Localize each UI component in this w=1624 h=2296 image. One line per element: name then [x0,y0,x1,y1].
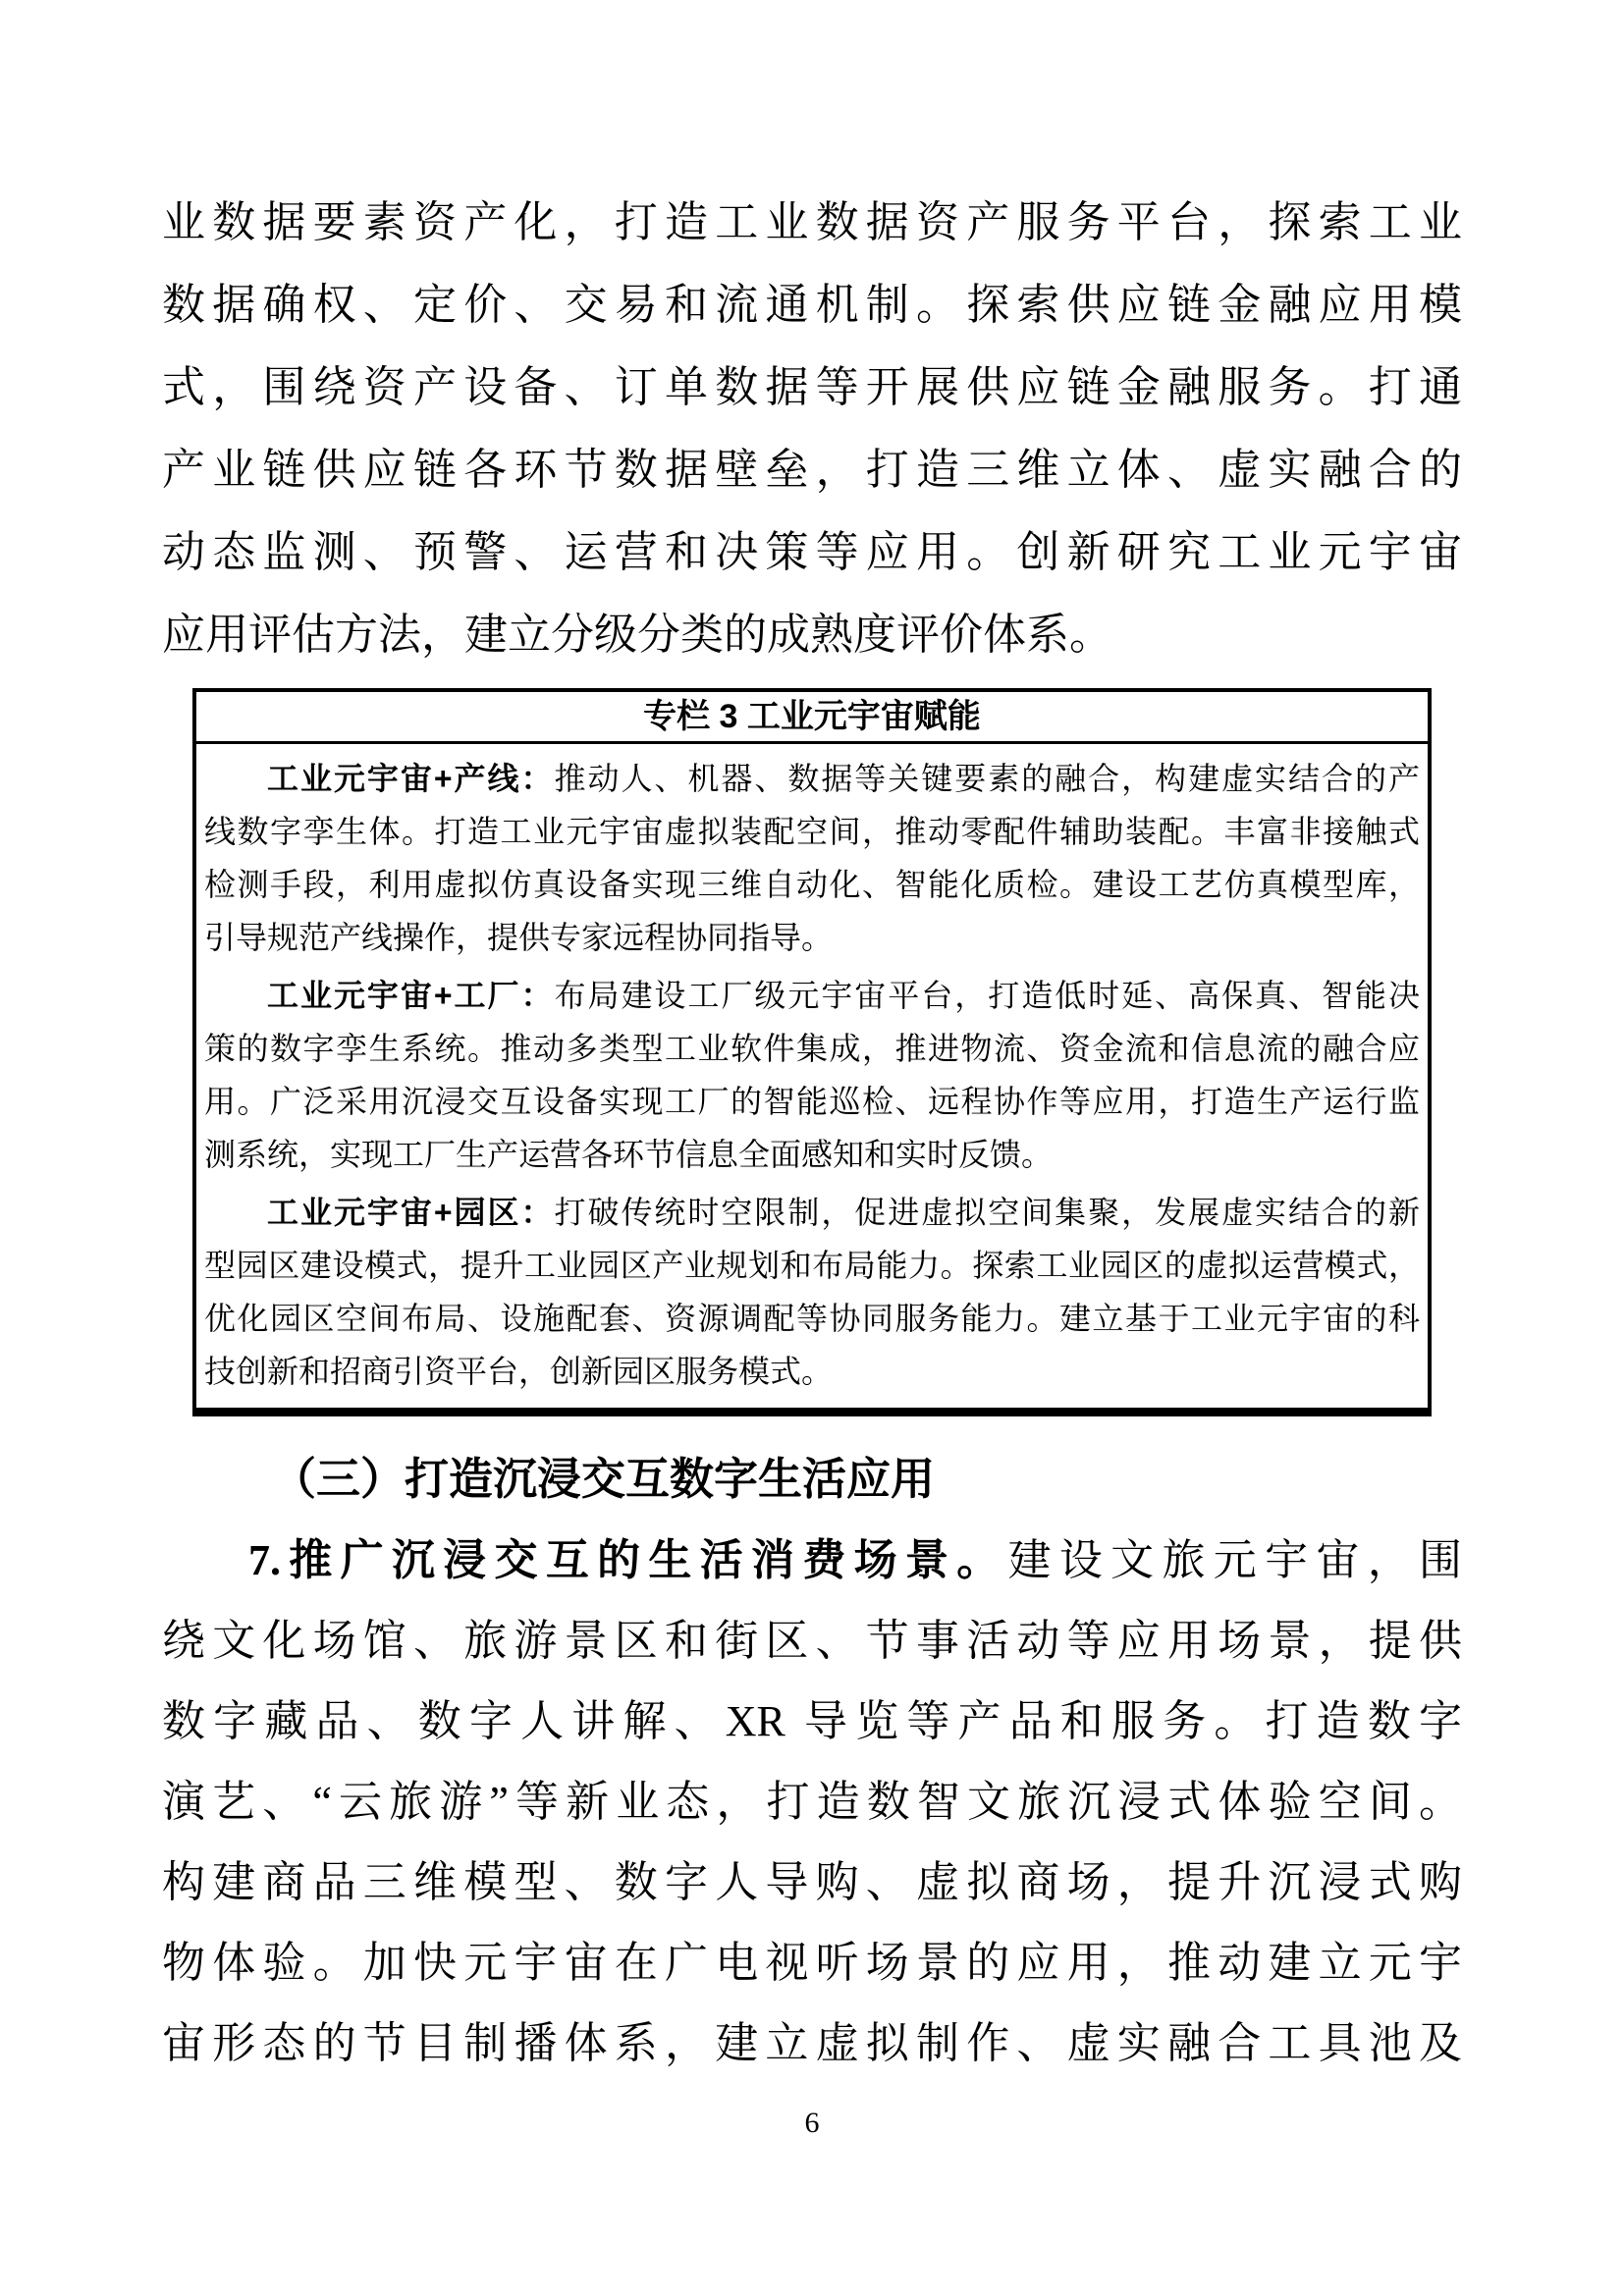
text-line [204,752,1420,805]
text-line: 物体验。加快元宇宙在广电视听场景的应用，推动建立元宇 [162,1939,1462,1987]
box-body [196,744,1428,1408]
text-line: 构建商品三维模型、数字人导购、虚拟商场，提升沉浸式购 [162,1858,1462,1906]
text-line: 用。广泛采用沉浸交互设备实现工厂的智能巡检、远程协作等应用，打造生产运行监 [204,1084,1420,1119]
text-line: 型园区建设模式，提升工业园区产业规划和布局能力。探索工业园区的虚拟运营模式， [204,1248,1420,1283]
text-line: 策的数字孪生系统。推动多类型工业软件集成，推进物流、资金流和信息流的融合应 [204,1031,1420,1066]
bold-lead-production-line: 工业元宇宙+产线： [267,761,555,796]
line-text: 打破传统时空限制，促进虚拟空间集聚，发展虚实结合的新 [554,1195,1420,1230]
bold-lead-park: 工业元宇宙+园区： [267,1195,555,1230]
line-text: 推动人、机器、数据等关键要素的融合，构建虚实结合的产 [554,761,1420,796]
text-line: 式，围绕资产设备、订单数据等开展供应链金融服务。打通 [162,363,1462,411]
text-line: 数字藏品、数字人讲解、XR 导览等产品和服务。打造数字 [162,1697,1462,1745]
bold-lead-item-7: 7.推广沉浸交互的生活消费场景。 [248,1536,1008,1584]
paragraph-7 [162,1521,1462,2084]
text-line: 技创新和招商引资平台，创新园区服务模式。 [204,1354,834,1389]
section-heading: （三）打造沉浸交互数字生活应用 [272,1455,936,1504]
column-highlight-box [192,688,1432,1416]
text-line: 线数字孪生体。打造工业元宇宙虚拟装配空间，推动零配件辅助装配。丰富非接触式 [204,814,1420,849]
page-content [162,0,1462,2141]
line-text: 布局建设工厂级元宇宙平台，打造低时延、高保真、智能决 [554,978,1420,1013]
text-line: 引导规范产线操作，提供专家远程协同指导。 [204,920,834,955]
text-line: 绕文化场馆、旅游景区和街区、节事活动等应用场景，提供 [162,1617,1462,1665]
text-line [204,969,1420,1022]
text-line: 检测手段，利用虚拟仿真设备实现三维自动化、智能化质检。建设工艺仿真模型库， [204,867,1420,902]
text-line: 优化园区空间布局、设施配套、资源调配等协同服务能力。建立基于工业元宇宙的科 [204,1301,1420,1336]
text-line: 演艺、“云旅游”等新业态，打造数智文旅沉浸式体验空间。 [162,1778,1462,1826]
text-line: 数据确权、定价、交易和流通机制。探索供应链金融应用模 [162,281,1462,329]
text-line: 产业链供应链各环节数据壁垒，打造三维立体、虚实融合的 [162,446,1462,494]
text-line: 宙形态的节目制播体系，建立虚拟制作、虚实融合工具池及 [162,2019,1462,2067]
paragraph-continuation [162,182,1462,676]
text-line: 动态监测、预警、运营和决策等应用。创新研究工业元宇宙 [162,528,1462,576]
bold-lead-factory: 工业元宇宙+工厂： [267,978,555,1013]
line-text: 建设文旅元宇宙，围 [1007,1536,1463,1584]
text-line: 测系统，实现工厂生产运营各环节信息全面感知和实时反馈。 [204,1137,1054,1172]
text-line: 应用评估方法，建立分级分类的成熟度评价体系。 [162,611,1112,659]
page-number: 6 [804,2107,820,2139]
text-line [204,1186,1420,1239]
text-line: 业数据要素资产化，打造工业数据资产服务平台，探索工业 [162,198,1462,246]
box-title: 专栏 3 工业元宇宙赋能 [196,692,1428,744]
text-line [162,1521,1462,1601]
